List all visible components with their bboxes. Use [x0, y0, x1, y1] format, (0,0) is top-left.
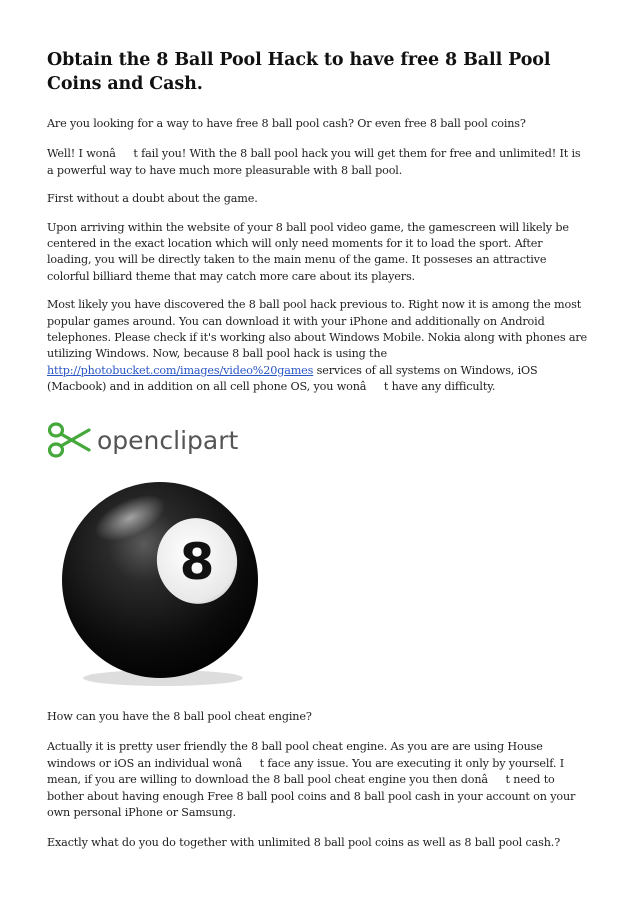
paragraph-first: First without a doubt about the game. [47, 192, 258, 206]
ball-number: 8 [179, 533, 215, 591]
paragraph-question: How can you have the 8 ball pool cheat engine? [47, 710, 312, 723]
paragraph-intro: Are you looking for a way to have free 8 ball pool cash? Or even free 8 ball pool coins? [47, 117, 526, 130]
paragraph-arrival: Upon arriving within the website of your 8 ball pool video game, the gamescreen will likely be centered in the exact location which will only need moments for it to load the sport. After loading, you will be directly taken to the main menu of the game. It posseses an attractive colorful billiard theme that may catch more care about its players. [47, 220, 569, 283]
document-lower [47, 709, 587, 852]
paragraph-popularity-tail: services of all systems on Windows, iOS (Macbook) and in addition on all cell phone OS, you wonât have any difficulty. [47, 363, 538, 394]
paragraph-promise: Well! I wonât fail you! With the 8 ball pool hack you will get them for free and unlimited! It is a powerful way to have much more pleasurable with 8 ball pool. [47, 147, 581, 177]
paragraph-popularity-text: Most likely you have discovered the 8 ball pool hack previous to. Right now it is among the most popular games around. You can download it with your iPhone and additionally on Android telephones. Please check if it's working also about Windows Mobile. Nokia along with phones are utilizing Windows. Now, because 8 ball pool hack is using the [47, 298, 588, 361]
openclipart-logo [47, 419, 238, 461]
paragraph-usage: Actually it is pretty user friendly the 8 ball pool cheat engine. As you are are using House windows or iOS an individual wonât face any issue. You are executing it only by yourself. I mean, if you are willing to download the 8 ball pool cheat engine you then donât need to bother about having enough Free 8 ball pool coins and 8 ball pool cash in your account on your own personal iPhone or Samsung. [47, 740, 576, 820]
paragraph-popularity [47, 297, 587, 395]
document-body [47, 48, 587, 396]
photobucket-link[interactable]: http://photobucket.com/images/video%20games [47, 363, 314, 377]
eight-ball-image [55, 478, 265, 692]
paragraph-closing: Exactly what do you do together with unlimited 8 ball pool coins as well as 8 ball pool cash.? [47, 836, 561, 850]
logo-text: openclipart [97, 425, 239, 455]
scissors-icon [47, 421, 91, 459]
page-title: Obtain the 8 Ball Pool Hack to have free 8 Ball Pool Coins and Cash. [47, 50, 551, 94]
